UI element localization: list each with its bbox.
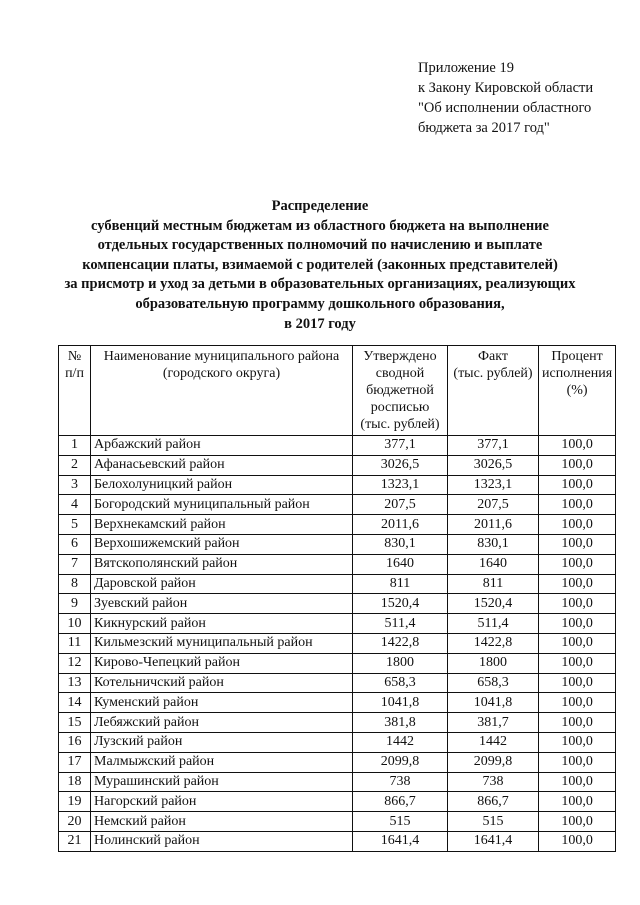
table-row: [59, 693, 616, 713]
title-line: отдельных государственных полномочий по начислению и выплате: [97, 237, 543, 254]
header-text: сводной: [375, 366, 425, 381]
execution-percent: 100,0: [539, 713, 616, 733]
district-name: Арбажский район: [91, 436, 353, 456]
execution-percent: 100,0: [539, 772, 616, 792]
district-name: Куменский район: [91, 693, 353, 713]
district-name: Малмыжский район: [91, 752, 353, 772]
execution-percent: 100,0: [539, 574, 616, 594]
execution-percent: 100,0: [539, 792, 616, 812]
actual-amount: 2099,8: [448, 752, 539, 772]
execution-percent: 100,0: [539, 633, 616, 653]
actual-amount: 511,4: [448, 614, 539, 634]
row-number: 19: [59, 792, 91, 812]
table-row: [59, 515, 616, 535]
row-number: 10: [59, 614, 91, 634]
row-number: 8: [59, 574, 91, 594]
approved-amount: 658,3: [353, 673, 448, 693]
row-number: 16: [59, 732, 91, 752]
actual-amount: 738: [448, 772, 539, 792]
approved-amount: 2099,8: [353, 752, 448, 772]
actual-amount: 1800: [448, 653, 539, 673]
actual-amount: 381,7: [448, 713, 539, 733]
table-row: [59, 614, 616, 634]
district-name: Немский район: [91, 812, 353, 832]
district-name: Кикнурский район: [91, 614, 353, 634]
district-name: Зуевский район: [91, 594, 353, 614]
row-number: 15: [59, 713, 91, 733]
table-row: [59, 772, 616, 792]
actual-amount: 1422,8: [448, 633, 539, 653]
approved-amount: 1422,8: [353, 633, 448, 653]
row-number: 5: [59, 515, 91, 535]
title-line: в 2017 году: [284, 315, 356, 332]
row-number: 6: [59, 534, 91, 554]
execution-percent: 100,0: [539, 475, 616, 495]
approved-amount: 1041,8: [353, 693, 448, 713]
row-number: 21: [59, 831, 91, 851]
subventions-table: [58, 345, 616, 852]
approved-amount: 381,8: [353, 713, 448, 733]
table-row: [59, 752, 616, 772]
district-name: Белохолуницкий район: [91, 475, 353, 495]
district-name: Кильмезский муниципальный район: [91, 633, 353, 653]
execution-percent: 100,0: [539, 534, 616, 554]
table-row: [59, 732, 616, 752]
approved-amount: 1323,1: [353, 475, 448, 495]
row-number: 2: [59, 455, 91, 475]
appendix-line: "Об исполнении областного: [418, 100, 592, 116]
approved-amount: 511,4: [353, 614, 448, 634]
row-number: 11: [59, 633, 91, 653]
actual-amount: 830,1: [448, 534, 539, 554]
district-name: Нагорский район: [91, 792, 353, 812]
header-text: бюджетной: [366, 383, 434, 398]
row-number: 12: [59, 653, 91, 673]
actual-amount: 1041,8: [448, 693, 539, 713]
approved-amount: 811: [353, 574, 448, 594]
header-text: Наименование муниципального района: [103, 349, 340, 364]
approved-amount: 207,5: [353, 495, 448, 515]
execution-percent: 100,0: [539, 653, 616, 673]
district-name: Лузский район: [91, 732, 353, 752]
approved-amount: 1640: [353, 554, 448, 574]
execution-percent: 100,0: [539, 515, 616, 535]
header-fact: [448, 346, 539, 436]
execution-percent: 100,0: [539, 436, 616, 456]
header-plan: [353, 346, 448, 436]
actual-amount: 2011,6: [448, 515, 539, 535]
district-name: Даровской район: [91, 574, 353, 594]
actual-amount: 811: [448, 574, 539, 594]
table-row: [59, 455, 616, 475]
actual-amount: 1640: [448, 554, 539, 574]
header-text: Процент: [551, 349, 603, 364]
title-line: за присмотр и уход за детьми в образовательных организациях, реализующих: [64, 276, 576, 293]
title-line: Распределение: [271, 198, 369, 214]
header-percent: [539, 346, 616, 436]
row-number: 17: [59, 752, 91, 772]
district-name: Мурашинский район: [91, 772, 353, 792]
row-number: 7: [59, 554, 91, 574]
document-title: [20, 197, 620, 334]
appendix-line: Приложение 19: [418, 60, 514, 76]
approved-amount: 515: [353, 812, 448, 832]
district-name: Афанасьевский район: [91, 455, 353, 475]
approved-amount: 830,1: [353, 534, 448, 554]
actual-amount: 515: [448, 812, 539, 832]
title-line: образовательную программу дошкольного образования,: [135, 295, 505, 312]
district-name: Кирово-Чепецкий район: [91, 653, 353, 673]
table-header-row: [59, 346, 616, 436]
table-row: [59, 831, 616, 851]
table-row: [59, 475, 616, 495]
district-name: Верхнекамский район: [91, 515, 353, 535]
approved-amount: 1442: [353, 732, 448, 752]
appendix-note: [418, 58, 628, 138]
district-name: Нолинский район: [91, 831, 353, 851]
execution-percent: 100,0: [539, 594, 616, 614]
actual-amount: 1520,4: [448, 594, 539, 614]
district-name: Котельничский район: [91, 673, 353, 693]
header-text: (%): [566, 383, 588, 398]
approved-amount: 738: [353, 772, 448, 792]
approved-amount: 1800: [353, 653, 448, 673]
actual-amount: 3026,5: [448, 455, 539, 475]
table-row: [59, 495, 616, 515]
execution-percent: 100,0: [539, 495, 616, 515]
execution-percent: 100,0: [539, 554, 616, 574]
row-number: 4: [59, 495, 91, 515]
header-text: №: [67, 349, 82, 364]
execution-percent: 100,0: [539, 812, 616, 832]
table-row: [59, 812, 616, 832]
execution-percent: 100,0: [539, 732, 616, 752]
actual-amount: 1442: [448, 732, 539, 752]
row-number: 14: [59, 693, 91, 713]
appendix-line: бюджета за 2017 год": [418, 120, 550, 136]
approved-amount: 1641,4: [353, 831, 448, 851]
header-text: Факт: [477, 349, 508, 364]
actual-amount: 1323,1: [448, 475, 539, 495]
table-row: [59, 534, 616, 554]
table-row: [59, 673, 616, 693]
approved-amount: 866,7: [353, 792, 448, 812]
row-number: 20: [59, 812, 91, 832]
approved-amount: 2011,6: [353, 515, 448, 535]
table-row: [59, 554, 616, 574]
execution-percent: 100,0: [539, 693, 616, 713]
district-name: Вятскополянский район: [91, 554, 353, 574]
row-number: 1: [59, 436, 91, 456]
row-number: 3: [59, 475, 91, 495]
header-text: Утверждено: [363, 349, 437, 364]
appendix-line: к Закону Кировской области: [418, 80, 594, 96]
district-name: Богородский муниципальный район: [91, 495, 353, 515]
header-text: исполнения: [542, 366, 613, 381]
header-num: [59, 346, 91, 436]
header-text: (городского округа): [162, 366, 281, 381]
approved-amount: 3026,5: [353, 455, 448, 475]
execution-percent: 100,0: [539, 673, 616, 693]
header-text: (тыс. рублей): [360, 417, 440, 432]
actual-amount: 866,7: [448, 792, 539, 812]
actual-amount: 207,5: [448, 495, 539, 515]
approved-amount: 377,1: [353, 436, 448, 456]
table-row: [59, 436, 616, 456]
district-name: Верхошижемский район: [91, 534, 353, 554]
title-line: компенсации платы, взимаемой с родителей (законных представителей): [82, 256, 558, 273]
district-name: Лебяжский район: [91, 713, 353, 733]
actual-amount: 658,3: [448, 673, 539, 693]
header-name: [91, 346, 353, 436]
approved-amount: 1520,4: [353, 594, 448, 614]
table-row: [59, 713, 616, 733]
actual-amount: 1641,4: [448, 831, 539, 851]
row-number: 9: [59, 594, 91, 614]
header-text: росписью: [370, 400, 430, 415]
execution-percent: 100,0: [539, 455, 616, 475]
header-text: (тыс. рублей): [453, 366, 533, 381]
table-row: [59, 594, 616, 614]
execution-percent: 100,0: [539, 831, 616, 851]
row-number: 13: [59, 673, 91, 693]
header-text: п/п: [65, 366, 84, 381]
table-row: [59, 792, 616, 812]
table-row: [59, 574, 616, 594]
execution-percent: 100,0: [539, 614, 616, 634]
actual-amount: 377,1: [448, 436, 539, 456]
execution-percent: 100,0: [539, 752, 616, 772]
title-line: субвенций местным бюджетам из областного бюджета на выполнение: [91, 217, 549, 234]
row-number: 18: [59, 772, 91, 792]
table-row: [59, 633, 616, 653]
table-row: [59, 653, 616, 673]
